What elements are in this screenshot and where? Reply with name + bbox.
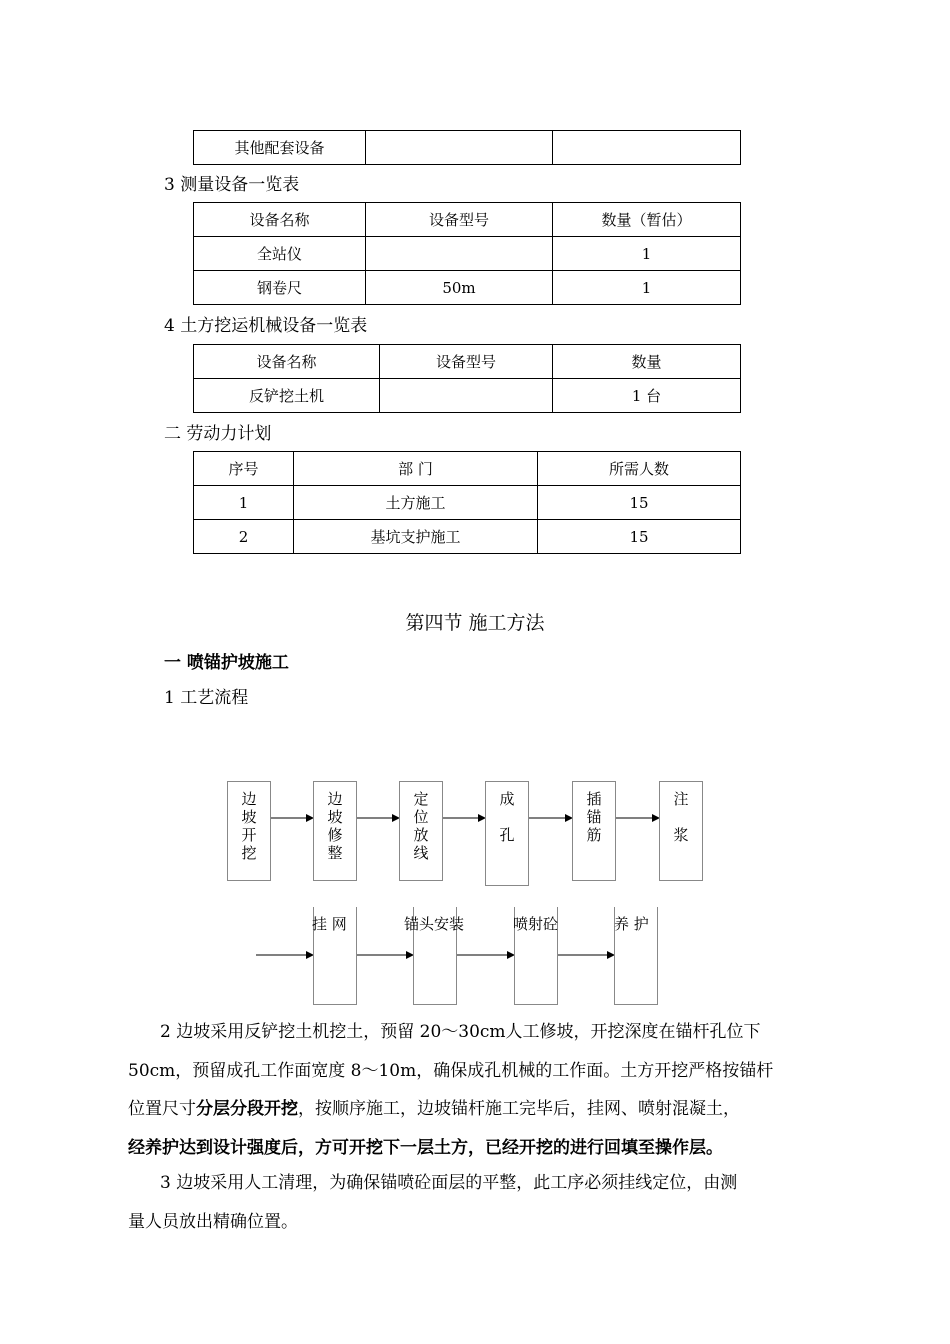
flow-step-label: 喷射砼 [513,915,559,933]
table-header: 设备名称 [194,203,366,237]
flow-step-label: 定 位 放 线 [413,790,429,862]
table-header: 部 门 [294,452,538,486]
flow-step-box [399,781,443,881]
paragraph-text: 位置尺寸 [128,1099,196,1119]
flow-step-label: 挂 网 [312,915,347,933]
emphasis-line: 经养护达到设计强度后，方可开挖下一层土方，已经开挖的进行回填至操作层。 [128,1137,723,1158]
labor-plan-title: 二 劳动力计划 [164,424,272,444]
table-header: 数量（暂估） [553,203,741,237]
paragraph-line [128,1090,832,1129]
table-header: 设备型号 [366,203,553,237]
flow-step-box [659,781,703,881]
table-cell: 2 [194,520,294,554]
flow-step-label: 边 坡 修 整 [327,790,343,862]
table-header: 设备型号 [380,345,553,379]
table-title-earthwork: 4 土方挖运机械设备一览表 [164,316,368,336]
flow-step-label: 注 浆 [673,790,689,844]
table-cell: 钢卷尺 [194,271,366,305]
paragraph-2 [128,1013,832,1167]
flow-step-label: 锚头安装 [404,915,465,933]
table-cell: 其他配套设备 [194,131,366,165]
table-header: 设备名称 [194,345,380,379]
paragraph-line: 量人员放出精确位置。 [128,1211,298,1232]
table-cell: 反铲挖土机 [194,379,380,413]
flow-step-label: 成 孔 [499,790,515,844]
flow-step-box [572,781,616,881]
paragraph-line: 2 边坡采用反铲挖土机挖土，预留 20～30cm人工修坡，开挖深度在锚杆孔位下 [160,1022,761,1042]
flow-step-label: 边 坡 开 挖 [241,790,257,862]
paragraph-3 [128,1164,832,1241]
subsection-title: 一 喷锚护坡施工 [164,653,289,673]
flow-step-box [485,781,529,886]
table-cell: 1 [553,237,741,271]
flow-step-box [313,781,357,881]
emphasis-text: 分层分段开挖 [196,1099,298,1119]
table-cell: 全站仪 [194,237,366,271]
flow-step-label: 插 锚 筋 [586,790,602,844]
paragraph-line: 3 边坡采用人工清理，为确保锚喷砼面层的平整，此工序必须挂线定位，由测 [160,1173,738,1193]
section-title: 第四节 施工方法 [405,612,545,634]
table-cell: 土方施工 [294,486,538,520]
table-title-survey: 3 测量设备一览表 [164,175,300,195]
paragraph-text: ，按顺序施工，边坡锚杆施工完毕后，挂网、喷射混凝土， [298,1099,740,1119]
step-title: 1 工艺流程 [164,688,249,708]
paragraph-line: 50cm，预留成孔工作面宽度 8～10m，确保成孔机械的工作面。土方开挖严格按锚杆 [128,1060,774,1081]
flow-step-label: 养 护 [614,915,649,933]
table-cell: 1 [194,486,294,520]
table-cell: 50m [366,271,553,305]
table-cell: 1 [553,271,741,305]
table-cell: 1 台 [553,379,741,413]
table-header: 序号 [194,452,294,486]
table-cell: 15 [538,520,741,554]
table-header: 数量 [553,345,741,379]
flow-step-box [227,781,271,881]
table-cell: 15 [538,486,741,520]
table-header: 所需人数 [538,452,741,486]
table-cell: 基坑支护施工 [294,520,538,554]
